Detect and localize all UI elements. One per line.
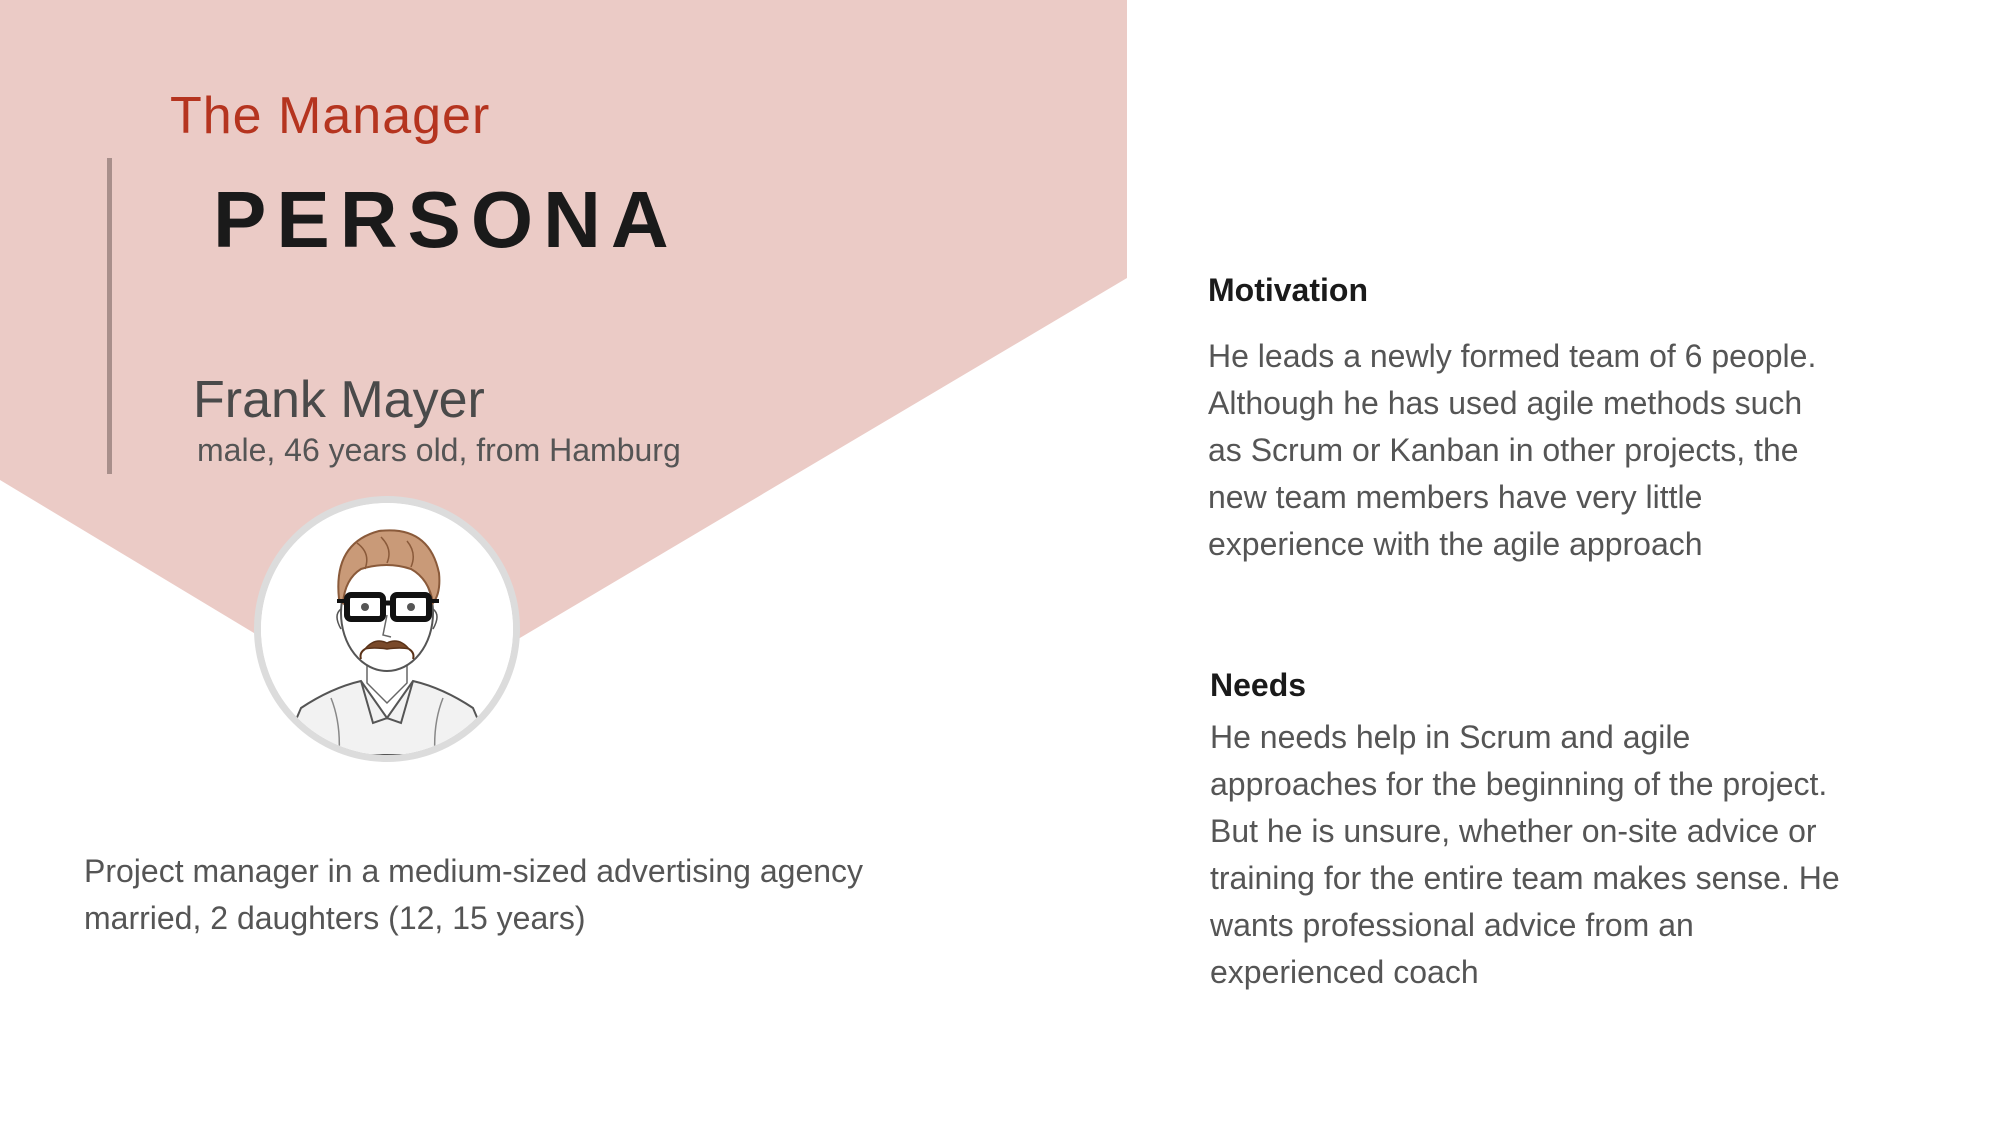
motivation-line: experience with the agile approach [1208,526,1703,562]
motivation-line: as Scrum or Kanban in other projects, the [1208,432,1799,468]
persona-description [84,848,1044,942]
persona-subtitle: The Manager [170,87,491,145]
needs-line: approaches for the beginning of the project. [1210,766,1828,802]
needs-line: training for the entire team makes sense. He [1210,860,1840,896]
motivation-line: He leads a newly formed team of 6 people. [1208,338,1817,374]
motivation-heading: Motivation [1208,272,1368,308]
needs-heading: Needs [1210,667,1307,703]
motivation-line: new team members have very little [1208,479,1703,515]
person-details: male, 46 years old, from Hamburg [197,432,681,468]
motivation-text [1208,333,1988,568]
accent-bar [107,158,112,474]
needs-text [1210,714,1990,996]
needs-line: wants professional advice from an [1210,907,1694,943]
needs-line: But he is unsure, whether on-site advice or [1210,813,1817,849]
avatar [254,496,520,762]
description-line: married, 2 daughters (12, 15 years) [84,900,586,936]
persona-title: PERSONA [213,175,679,264]
description-line: Project manager in a medium-sized advertising agency [84,853,864,889]
motivation-line: Although he has used agile methods such [1208,385,1803,421]
needs-line: experienced coach [1210,954,1479,990]
avatar-sketch-icon [261,503,513,755]
person-name: Frank Mayer [193,371,485,429]
needs-line: He needs help in Scrum and agile [1210,719,1691,755]
